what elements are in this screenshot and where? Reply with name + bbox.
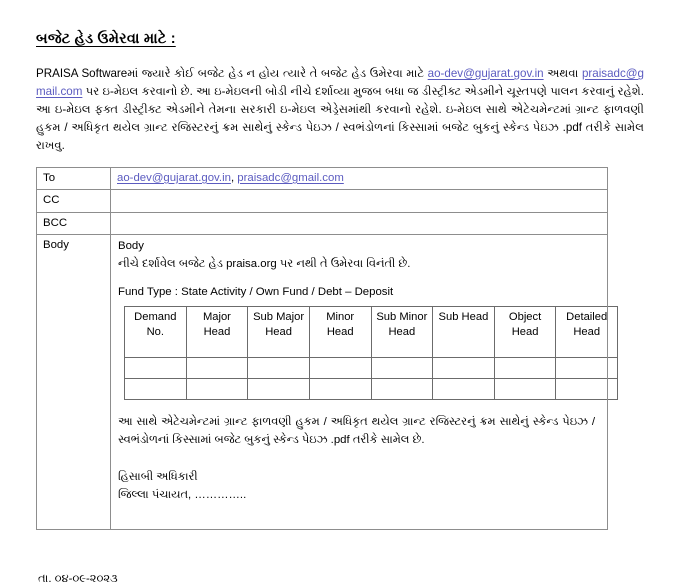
budget-head-table: [124, 306, 618, 400]
column-header-demand-no: Demand No.: [125, 306, 187, 357]
mail-template-table: [36, 167, 608, 530]
label-bcc: BCC: [43, 216, 68, 229]
intro-segment-2: અથવા: [543, 66, 582, 80]
column-header-sub-major-head: Sub Major Head: [248, 306, 310, 357]
table-row-bcc: [37, 212, 608, 235]
email-link-to-ao-dev[interactable]: ao-dev@gujarat.gov.in: [117, 171, 231, 184]
column-header-minor-head: Minor Head: [309, 306, 371, 357]
cell-object-head[interactable]: [494, 378, 556, 399]
column-header-sub-head: Sub Head: [433, 306, 495, 357]
cell-sub-minor-head[interactable]: [371, 357, 433, 378]
cell-sub-head[interactable]: [433, 357, 495, 378]
email-link-to-praisadc[interactable]: praisadc@gmail.com: [237, 171, 344, 184]
cell-detailed-head[interactable]: [556, 378, 618, 399]
to-separator: ,: [230, 171, 238, 184]
page-title: બજેટ હેડ ઉમેરવા માટે :: [36, 31, 176, 47]
cell-demand-no[interactable]: [125, 378, 187, 399]
email-link-ao-dev[interactable]: ao-dev@gujarat.gov.in: [427, 66, 544, 80]
cell-sub-head[interactable]: [433, 378, 495, 399]
cell-major-head[interactable]: [186, 357, 248, 378]
body-request-line: નીચે દર્શાવેલ બજેટ હેડ praisa.org પર નથી તે ઉમેરવા વિનંતી છે.: [118, 258, 411, 271]
cell-major-head[interactable]: [186, 378, 248, 399]
cell-sub-minor-head[interactable]: [371, 378, 433, 399]
document-date: તા. ૦૪-૦૯-૨૦૨૩: [38, 572, 118, 585]
label-body: Body: [43, 239, 69, 252]
cell-minor-head[interactable]: [309, 357, 371, 378]
column-header-object-head: Object Head: [494, 306, 556, 357]
cell-demand-no[interactable]: [125, 357, 187, 378]
cell-bcc-value: [111, 212, 608, 235]
table-row: [125, 378, 618, 399]
table-row-cc: [37, 190, 608, 213]
cell-object-head[interactable]: [494, 357, 556, 378]
column-header-major-head: Major Head: [186, 306, 248, 357]
column-header-sub-minor-head: Sub Minor Head: [371, 306, 433, 357]
signature-designation: હિસાબી અધિકારી: [118, 470, 198, 483]
body-closing-paragraph: આ સાથે એટેચમેન્ટમાં ગ્રાન્ટ ફાળવણી હુકમ / અધિકૃત થયેલ ગ્રાન્ટ રજિસ્ટરનું ક્રમ સાથેનું સ્કેન્ડ પેઇઝ / સ્વભંડોળનાં કિસ્સામાં બજેટ બુકનું સ્કેન્ડ પેઇઝ .pdf તરીકે સામેલ છે.: [118, 415, 595, 447]
signature-office: જિલ્લા પંચાયત, …………..: [118, 489, 247, 502]
label-cc: CC: [43, 194, 60, 207]
intro-segment-3: પર ઇ-મેઇલ કરવાનો છે. આ ઇ-મેઇલની બોડી નીચે દર્શાવ્યા મુજબ બધા જ ડીસ્ટ્રીક્ટ એડમીને ચૂસ્તપણે પાલન કરવાનું રહેશે. આ ઇ-મેઇલ ફક્ત ડીસ્ટ્રીક્ટ એડમીને તેમના સરકારી ઇ-મેઇલ એડ્રેસમાંથી કરવાનો રહેશે. ઇ-મેઇલ સાથે એટેચમેન્ટમાં ગ્રાન્ટ ફાળવણી હુકમ / અધિકૃત થયેલ ગ્રાન્ટ રજિસ્ટરનું ક્રમ સાથેનું સ્કેન્ડ પેઇઝ / સ્વભંડોળનાં કિસ્સામાં બજેટ બુકનું સ્કેન્ડ પેઇઝ .pdf તરીકે સામેલ રાખવુ.: [36, 84, 644, 152]
column-header-detailed-head: Detailed Head: [556, 306, 618, 357]
label-to: To: [43, 171, 56, 184]
cell-sub-major-head[interactable]: [248, 378, 310, 399]
fund-type-line: Fund Type : State Activity / Own Fund / Debt – Deposit: [118, 285, 394, 298]
cell-cc-value: [111, 190, 608, 213]
email-link-praisadc[interactable]: praisadc@gmail.com: [36, 66, 644, 98]
cell-to-value: [111, 167, 608, 190]
head-table-header-row: [125, 306, 618, 357]
body-header-text: Body: [118, 240, 144, 253]
cell-sub-major-head[interactable]: [248, 357, 310, 378]
body-tail-spacer: [118, 505, 599, 521]
cell-minor-head[interactable]: [309, 378, 371, 399]
intro-paragraph: [36, 65, 646, 155]
intro-segment-1: PRAISA Softwareમાં જ્યારે કોઈ બજેટ હેડ ન હોય ત્યારે તે બજેટ હેડ ઉમેરવા માટે: [36, 66, 428, 80]
signature-block: [118, 468, 599, 505]
table-row-to: [37, 167, 608, 190]
cell-body-content: [111, 235, 608, 529]
table-row-body: [37, 235, 608, 529]
cell-detailed-head[interactable]: [556, 357, 618, 378]
table-row: [125, 357, 618, 378]
